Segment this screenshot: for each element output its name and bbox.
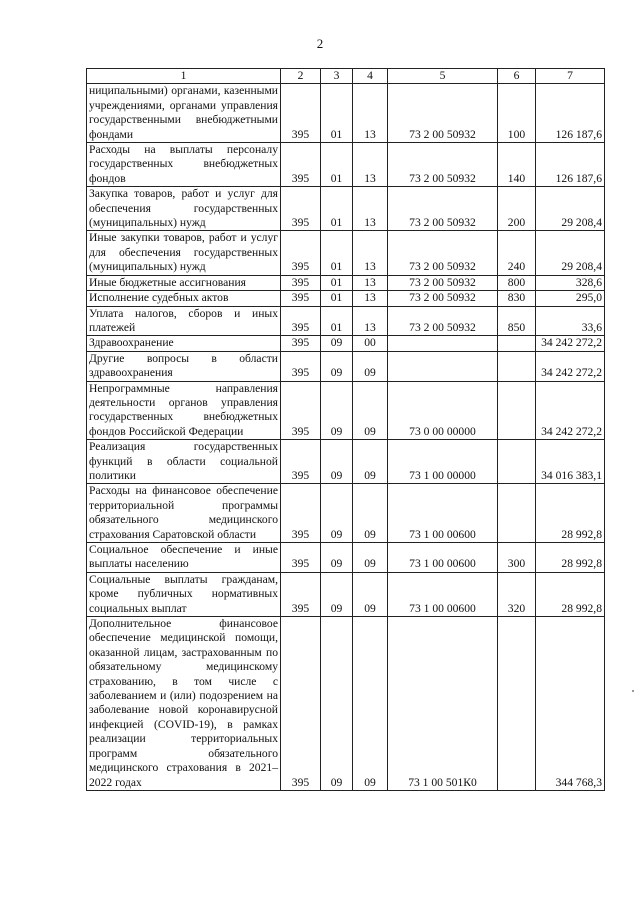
row-name-cell: Непрограммные направления деятельности органов управления государственных внебюджетных фондов Российской Федерации — [87, 381, 281, 440]
expense-type-cell: 100 — [498, 84, 536, 143]
amount-cell: 126 187,6 — [536, 143, 605, 187]
expense-type-cell: 800 — [498, 275, 536, 290]
table-row — [87, 143, 605, 187]
target-article-cell: 73 1 00 00600 — [388, 484, 498, 543]
section-cell: 09 — [321, 381, 353, 440]
row-name-cell: Уплата налогов, сборов и иных платежей — [87, 306, 281, 336]
amount-cell: 33,6 — [536, 306, 605, 336]
grbs-cell: 395 — [281, 306, 321, 336]
subsection-cell: 09 — [353, 484, 388, 543]
target-article-cell: 73 2 00 50932 — [388, 275, 498, 290]
subsection-cell: 09 — [353, 351, 388, 381]
section-cell: 09 — [321, 617, 353, 791]
grbs-cell: 395 — [281, 275, 321, 290]
amount-cell: 34 016 383,1 — [536, 440, 605, 484]
budget-table — [86, 68, 605, 791]
expense-type-cell: 300 — [498, 543, 536, 573]
table-row — [87, 543, 605, 573]
column-header: 3 — [321, 69, 353, 84]
row-name-cell: Иные закупки товаров, работ и услуг для обеспечения государственных (муниципальных) нужд — [87, 231, 281, 275]
column-header: 2 — [281, 69, 321, 84]
row-name-cell: ниципальными) органами, казенными учреждениями, органами управления государственными внебюджетными фондами — [87, 84, 281, 143]
row-name-cell: Социальные выплаты гражданам, кроме публичных нормативных социальных выплат — [87, 572, 281, 616]
amount-cell: 29 208,4 — [536, 231, 605, 275]
row-name-cell: Расходы на финансовое обеспечение территориальной программы обязательного медицинского страхования Саратовской области — [87, 484, 281, 543]
expense-type-cell — [498, 440, 536, 484]
expense-type-cell: 830 — [498, 291, 536, 306]
section-cell: 01 — [321, 306, 353, 336]
section-cell: 09 — [321, 351, 353, 381]
target-article-cell: 73 1 00 00600 — [388, 543, 498, 573]
amount-cell: 126 187,6 — [536, 84, 605, 143]
grbs-cell: 395 — [281, 187, 321, 231]
target-article-cell: 73 2 00 50932 — [388, 291, 498, 306]
table-row — [87, 336, 605, 351]
target-article-cell: 73 1 00 00600 — [388, 572, 498, 616]
section-cell: 09 — [321, 484, 353, 543]
amount-cell: 34 242 272,2 — [536, 336, 605, 351]
target-article-cell: 73 2 00 50932 — [388, 306, 498, 336]
expense-type-cell — [498, 351, 536, 381]
grbs-cell: 395 — [281, 484, 321, 543]
page-number: 2 — [316, 36, 324, 51]
section-cell: 01 — [321, 84, 353, 143]
amount-cell: 29 208,4 — [536, 187, 605, 231]
table-row — [87, 381, 605, 440]
table-row — [87, 351, 605, 381]
grbs-cell: 395 — [281, 231, 321, 275]
expense-type-cell — [498, 336, 536, 351]
grbs-cell: 395 — [281, 572, 321, 616]
target-article-cell: 73 2 00 50932 — [388, 187, 498, 231]
subsection-cell: 13 — [353, 231, 388, 275]
subsection-cell: 13 — [353, 306, 388, 336]
expense-type-cell: 320 — [498, 572, 536, 616]
amount-cell: 34 242 272,2 — [536, 381, 605, 440]
table-row — [87, 484, 605, 543]
subsection-cell: 13 — [353, 291, 388, 306]
column-header: 6 — [498, 69, 536, 84]
table-row — [87, 275, 605, 290]
table-row — [87, 231, 605, 275]
target-article-cell: 73 2 00 50932 — [388, 143, 498, 187]
row-name-cell: Исполнение судебных актов — [87, 291, 281, 306]
section-cell: 01 — [321, 143, 353, 187]
amount-cell: 28 992,8 — [536, 484, 605, 543]
expense-type-cell — [498, 484, 536, 543]
table-row — [87, 187, 605, 231]
table-body — [87, 84, 605, 791]
amount-cell: 295,0 — [536, 291, 605, 306]
column-header: 1 — [87, 69, 281, 84]
section-cell: 01 — [321, 291, 353, 306]
amount-cell: 28 992,8 — [536, 572, 605, 616]
target-article-cell: 73 2 00 50932 — [388, 84, 498, 143]
subsection-cell: 13 — [353, 143, 388, 187]
target-article-cell: 73 0 00 00000 — [388, 381, 498, 440]
section-cell: 09 — [321, 336, 353, 351]
expense-type-cell: 200 — [498, 187, 536, 231]
column-header: 5 — [388, 69, 498, 84]
amount-cell: 344 768,3 — [536, 617, 605, 791]
expense-type-cell — [498, 381, 536, 440]
row-name-cell: Здравоохранение — [87, 336, 281, 351]
subsection-cell: 09 — [353, 543, 388, 573]
row-name-cell: Дополнительное финансовое обеспечение медицинской помощи, оказанной лицам, застрахованным по обязательному медицинскому страхованию, в том числе с заболеванием и (или) подозрением на заболевание новой коронавирусной инфекцией (COVID-19), в рамках реализации территориальных программ обязательного медицинского страхования в 2021–2022 годах — [87, 617, 281, 791]
table-row — [87, 291, 605, 306]
section-cell: 01 — [321, 275, 353, 290]
target-article-cell — [388, 351, 498, 381]
target-article-cell: 73 2 00 50932 — [388, 231, 498, 275]
grbs-cell: 395 — [281, 617, 321, 791]
row-name-cell: Закупка товаров, работ и услуг для обеспечения государственных (муниципальных) нужд — [87, 187, 281, 231]
subsection-cell: 13 — [353, 275, 388, 290]
section-cell: 09 — [321, 440, 353, 484]
table-row — [87, 617, 605, 791]
subsection-cell: 09 — [353, 381, 388, 440]
subsection-cell: 13 — [353, 84, 388, 143]
grbs-cell: 395 — [281, 440, 321, 484]
row-name-cell: Другие вопросы в области здравоохранения — [87, 351, 281, 381]
grbs-cell: 395 — [281, 291, 321, 306]
expense-type-cell: 140 — [498, 143, 536, 187]
amount-cell: 34 242 272,2 — [536, 351, 605, 381]
row-name-cell: Реализация государственных функций в области социальной политики — [87, 440, 281, 484]
subsection-cell: 09 — [353, 572, 388, 616]
grbs-cell: 395 — [281, 143, 321, 187]
grbs-cell: 395 — [281, 351, 321, 381]
table-row — [87, 572, 605, 616]
grbs-cell: 395 — [281, 336, 321, 351]
subsection-cell: 09 — [353, 440, 388, 484]
expense-type-cell — [498, 617, 536, 791]
grbs-cell: 395 — [281, 84, 321, 143]
row-name-cell: Социальное обеспечение и иные выплаты населению — [87, 543, 281, 573]
target-article-cell: 73 1 00 501К0 — [388, 617, 498, 791]
table-row — [87, 306, 605, 336]
row-name-cell: Расходы на выплаты персоналу государственных внебюджетных фондов — [87, 143, 281, 187]
scan-artifact — [632, 690, 634, 692]
table-row — [87, 440, 605, 484]
table-header-row — [87, 69, 605, 84]
subsection-cell: 00 — [353, 336, 388, 351]
table-row — [87, 84, 605, 143]
expense-type-cell: 850 — [498, 306, 536, 336]
subsection-cell: 13 — [353, 187, 388, 231]
section-cell: 09 — [321, 543, 353, 573]
amount-cell: 28 992,8 — [536, 543, 605, 573]
column-header: 4 — [353, 69, 388, 84]
column-header: 7 — [536, 69, 605, 84]
amount-cell: 328,6 — [536, 275, 605, 290]
section-cell: 01 — [321, 187, 353, 231]
section-cell: 09 — [321, 572, 353, 616]
target-article-cell — [388, 336, 498, 351]
section-cell: 01 — [321, 231, 353, 275]
expense-type-cell: 240 — [498, 231, 536, 275]
target-article-cell: 73 1 00 00000 — [388, 440, 498, 484]
grbs-cell: 395 — [281, 543, 321, 573]
subsection-cell: 09 — [353, 617, 388, 791]
row-name-cell: Иные бюджетные ассигнования — [87, 275, 281, 290]
grbs-cell: 395 — [281, 381, 321, 440]
